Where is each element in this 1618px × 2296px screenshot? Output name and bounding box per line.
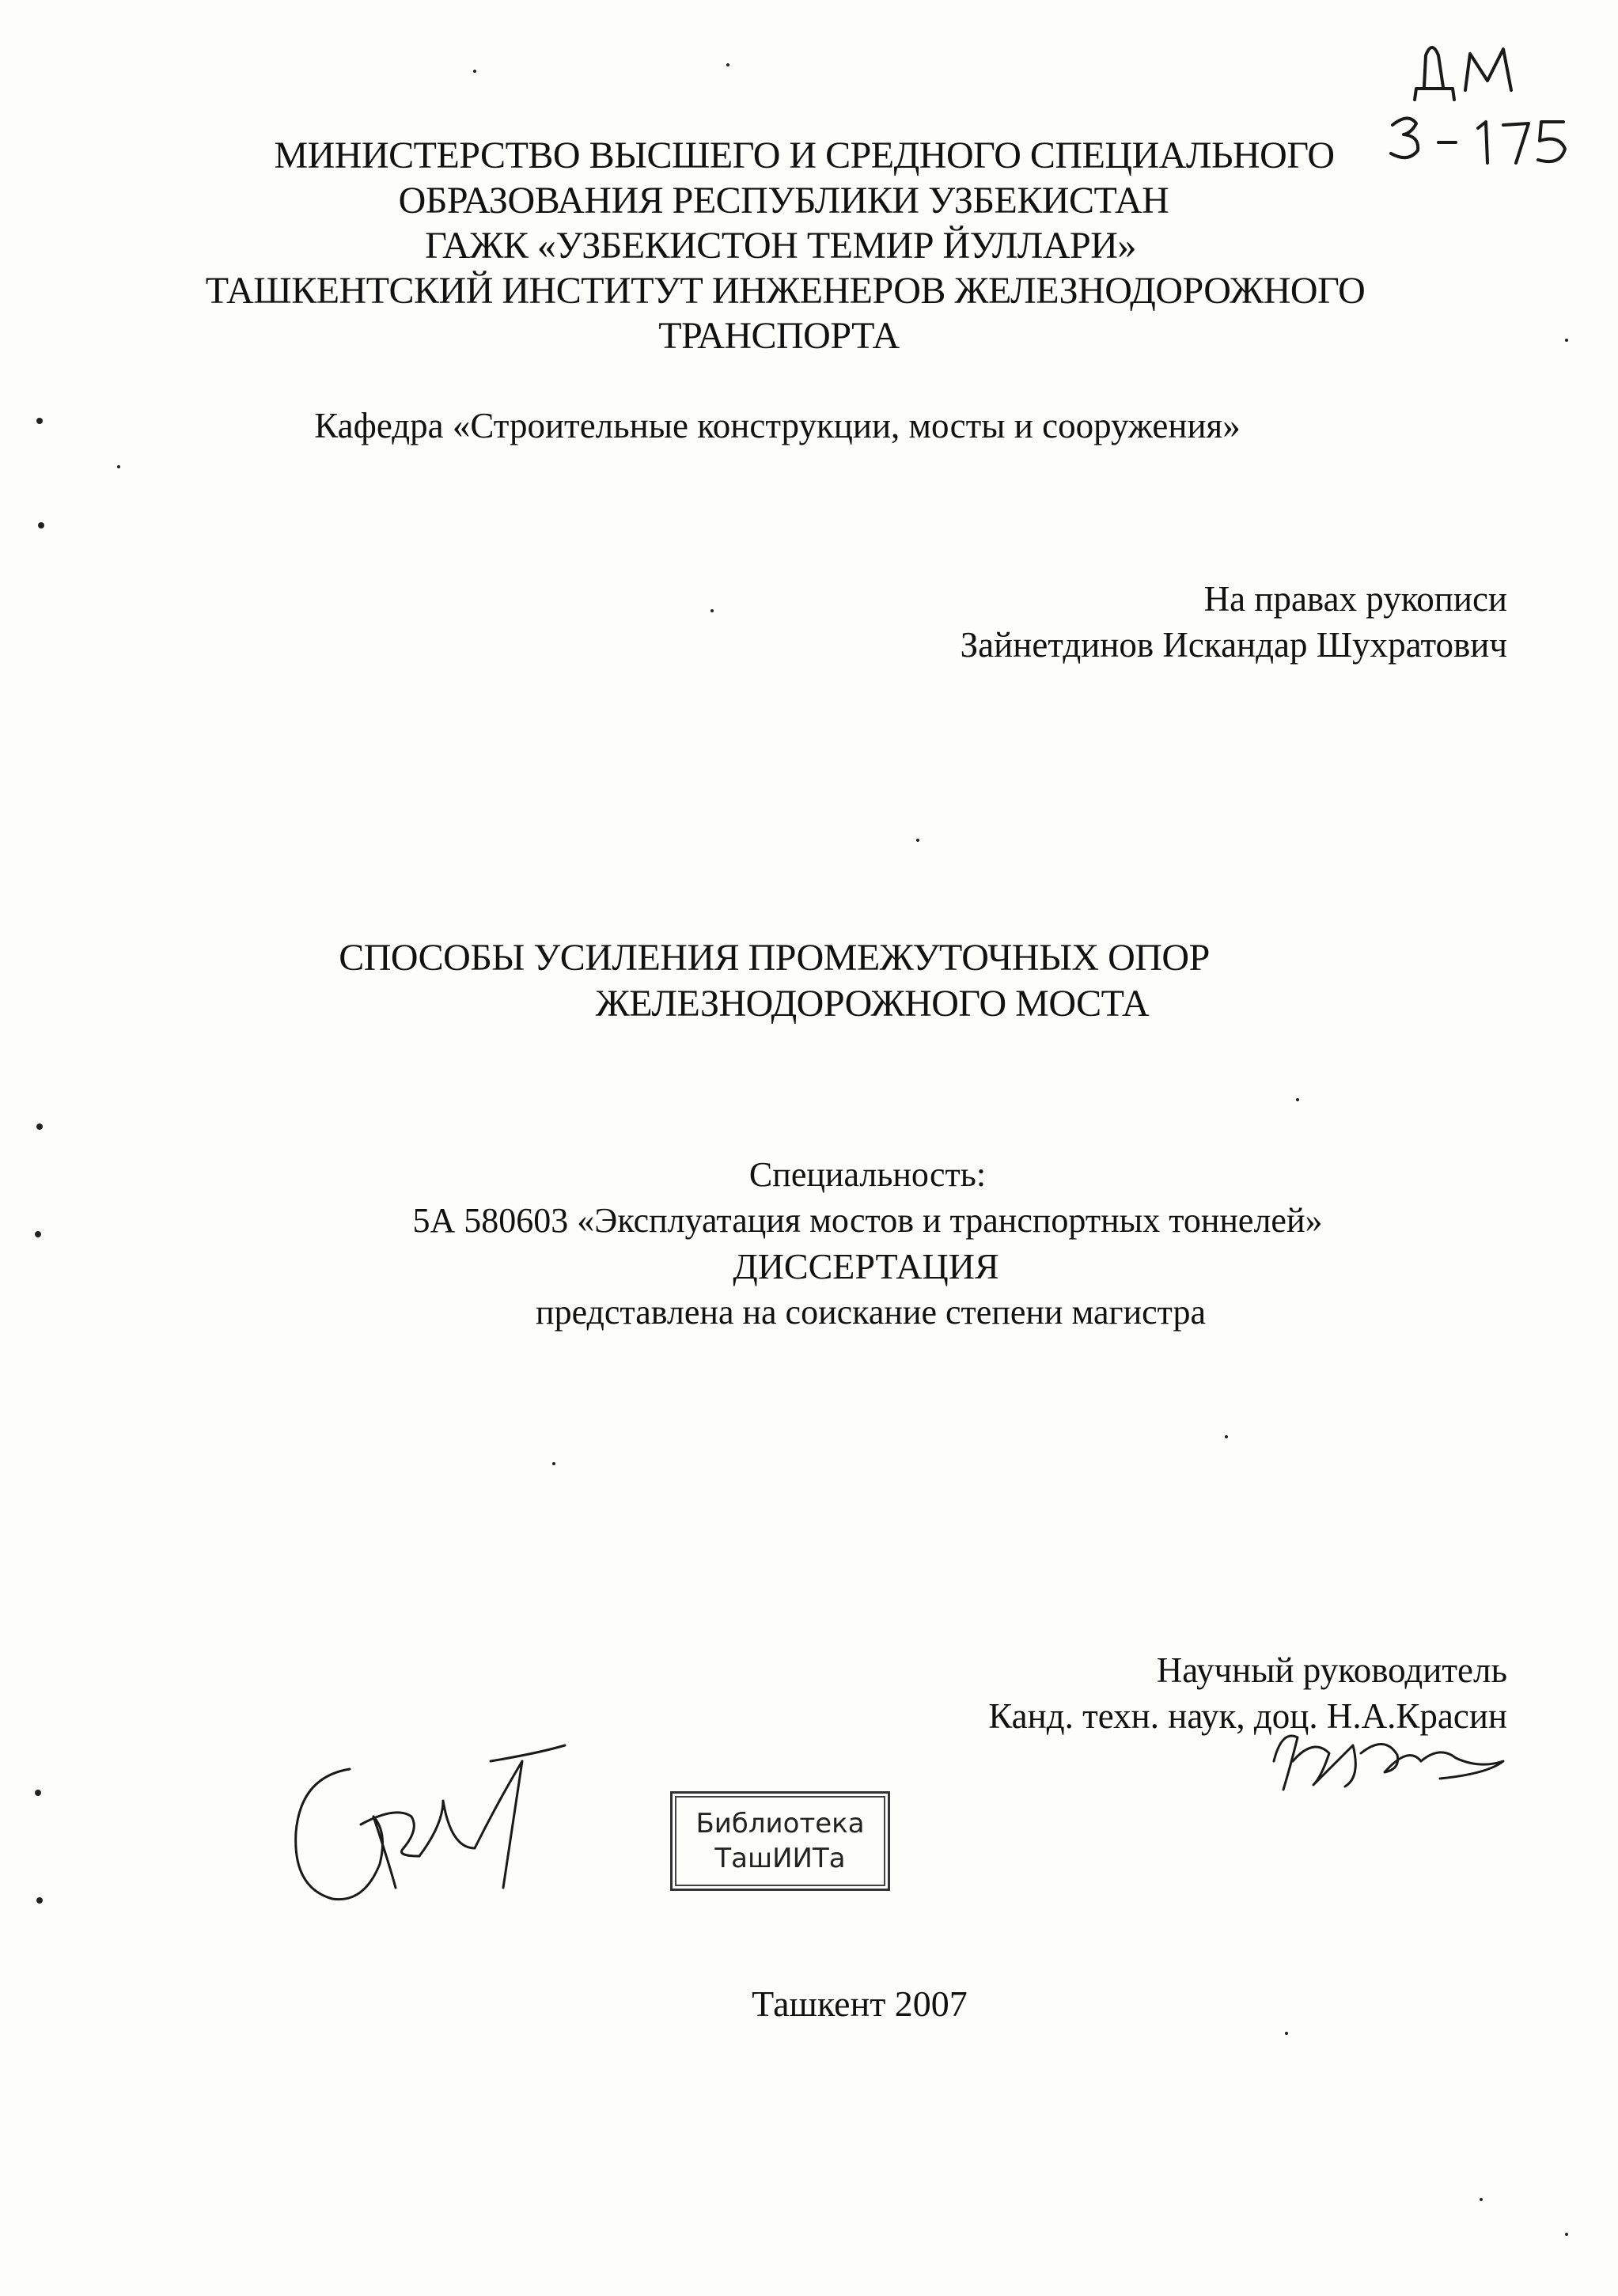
department-line: Кафедра «Строительные конструкции, мосты и сооружения» xyxy=(314,406,1241,445)
specialty-label: Специальность: xyxy=(748,1155,987,1194)
header-line-education: ОБРАЗОВАНИЯ РЕСПУБЛИКИ УЗБЕКИСТАН xyxy=(398,180,1169,222)
city-and-year: Ташкент 2007 xyxy=(752,1983,968,2024)
degree-purpose: представлена на соискание степени магистра xyxy=(536,1293,1206,1332)
author-name: Зайнетдинов Искандар Шухратович xyxy=(960,625,1507,665)
manuscript-rights-block xyxy=(961,576,1507,668)
library-stamp xyxy=(670,1791,890,1891)
title-line-2: ЖЕЛЕЗНОДОРОЖНОГО МОСТА xyxy=(595,983,1150,1025)
header-line-ministry: МИНИСТЕРСТВО ВЫСШЕГО И СРЕДНОГО СПЕЦИАЛЬНОГО xyxy=(274,135,1335,176)
specialty-block xyxy=(0,1152,1618,1336)
header-line-institute: ТАШКЕНТСКИЙ ИНСТИТУТ ИНЖЕНЕРОВ ЖЕЛЕЗНОДОРОЖНОГО xyxy=(205,270,1366,312)
signature-right xyxy=(1266,1714,1511,1801)
header-line-railways: ГАЖК «УЗБЕКИСТОН ТЕМИР ЙУЛЛАРИ» xyxy=(425,225,1136,267)
dissertation-title xyxy=(0,935,1618,1027)
supervisor-name: Канд. техн. наук, доц. Н.А.Красин xyxy=(988,1696,1507,1736)
document-type: ДИССЕРТАЦИЯ xyxy=(733,1246,999,1286)
stamp-line-1: Библиотека xyxy=(695,1808,865,1839)
title-line-1: СПОСОБЫ УСИЛЕНИЯ ПРОМЕЖУТОЧНЫХ ОПОР xyxy=(339,937,1210,979)
signature-left xyxy=(285,1730,570,1911)
ministry-header xyxy=(0,133,1618,358)
handwritten-catalog-mark xyxy=(1377,24,1582,174)
manuscript-rights-label: На правах рукописи xyxy=(1203,579,1507,619)
stamp-line-2: ТашИИТа xyxy=(714,1843,846,1874)
header-line-transport: ТРАНСПОРТА xyxy=(658,315,900,357)
supervisor-label: Научный руководитель xyxy=(1156,1650,1507,1690)
specialty-code: 5А 580603 «Эксплуатация мостов и транспортных тоннелей» xyxy=(412,1201,1323,1240)
